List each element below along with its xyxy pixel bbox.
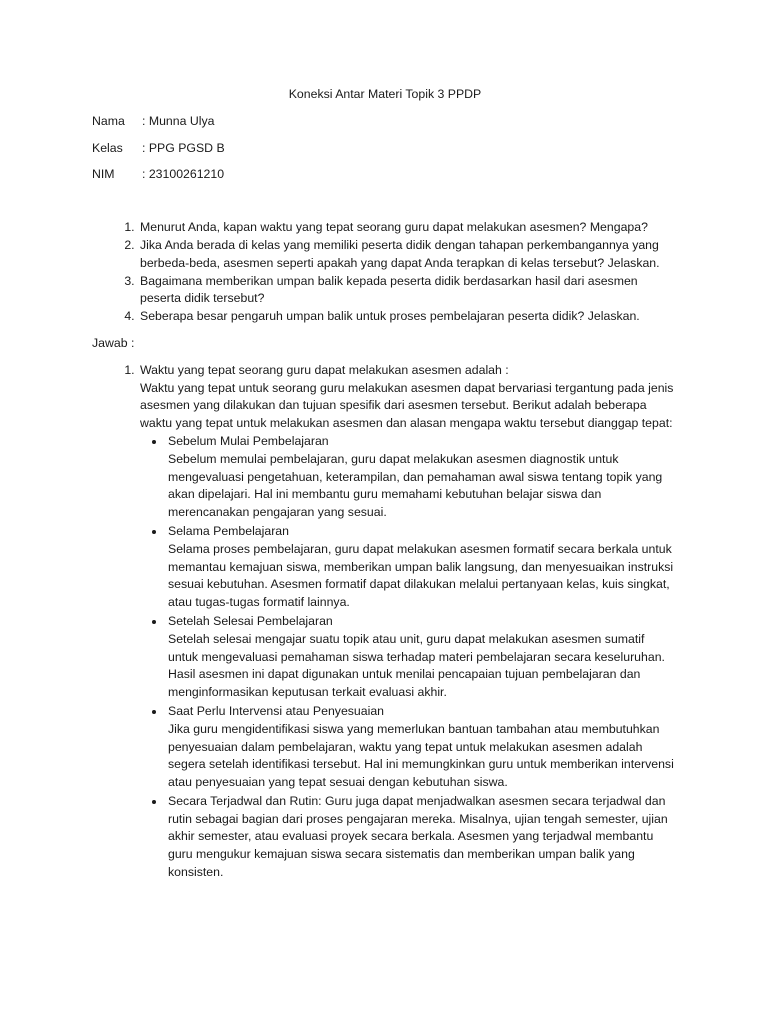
answer-item xyxy=(138,362,676,882)
meta-row-kelas xyxy=(92,140,676,158)
meta-row-nim xyxy=(92,166,676,184)
question-item: 3. Bagaimana memberikan umpan balik kepada peserta didik berdasarkan hasil dari asesmen peserta didik tersebut? xyxy=(138,273,676,309)
meta-label: Kelas xyxy=(92,140,123,155)
meta-value: : Munna Ulya xyxy=(142,113,215,128)
answer-label: Jawab : xyxy=(92,335,135,350)
answer-intro: Waktu yang tepat untuk seorang guru melakukan asesmen dapat bervariasi tergantung pada jenis asesmen yang dilakukan dan tujuan spesifik dari asesmen tersebut. Berikut adalah beberapa waktu yang tepat untuk melakukan asesmen dan alasan mengapa waktu tersebut dianggap tepat: xyxy=(140,380,674,431)
meta-row-nama xyxy=(92,113,676,131)
meta-value: : 23100261210 xyxy=(142,167,225,182)
bullet-title: • Sebelum Mulai Pembelajaran xyxy=(168,433,329,448)
spacer xyxy=(92,193,676,219)
bullet-text: Sebelum memulai pembelajaran, guru dapat melakukan asesmen diagnostik untuk mengevaluasi pengetahuan, keterampilan, dan pemahaman awal siswa tentang topik yang akan dipelajari. Hal ini membantu guru memahami kebutuhan belajar siswa dan merencanakan pengajaran yang sesuai. xyxy=(168,451,663,520)
bullet-text: Selama proses pembelajaran, guru dapat melakukan asesmen formatif secara berkala untuk memantau kemajuan siswa, memberikan umpan balik langsung, dan menyesuaikan instruksi sesuai kebutuhan. Asesmen formatif dapat dilakukan melalui pertanyaan kelas, kuis singkat, atau tugas-tugas formatif lainnya. xyxy=(168,541,674,610)
bullet-text: Jika guru mengidentifikasi siswa yang memerlukan bantuan tambahan atau membutuhkan penyesuaian dalam pembelajaran, waktu yang tepat untuk melakukan asesmen adalah segera setelah identifikasi tersebut. Hal ini memungkinkan guru untuk memberikan intervensi atau penyesuaian yang tepat sesuai dengan kebutuhan siswa. xyxy=(168,721,674,790)
question-list xyxy=(92,219,676,326)
bullet-item xyxy=(166,523,676,612)
answer-heading: 1. Waktu yang tepat seorang guru dapat melakukan asesmen adalah : xyxy=(140,362,509,377)
bullet-title: • Saat Perlu Intervensi atau Penyesuaian xyxy=(168,703,385,718)
bullet-text: • Secara Terjadwal dan Rutin: Guru juga dapat menjadwalkan asesmen secara terjadwal dan rutin sebagai bagian dari proses pengajaran mereka. Misalnya, ujian tengah semester, ujian akhir semester, atau evaluasi proyek secara berkala. Asesmen yang terjadwal membantu guru mengukur kemajuan siswa secara sistematis dan memberikan umpan balik yang konsisten. xyxy=(168,793,668,880)
answer-list xyxy=(92,362,676,882)
meta-value: : PPG PGSD B xyxy=(142,140,225,155)
bullet-text: Setelah selesai mengajar suatu topik atau unit, guru dapat melakukan asesmen sumatif untuk mengevaluasi pemahaman siswa terhadap materi pembelajaran secara keseluruhan. Hasil asesmen ini dapat digunakan untuk menilai pencapaian tujuan pembelajaran dan menginformasikan keputusan terkait evaluasi akhir. xyxy=(168,631,665,700)
bullet-item xyxy=(166,793,676,882)
question-item: 1. Menurut Anda, kapan waktu yang tepat seorang guru dapat melakukan asesmen? Mengapa? xyxy=(138,219,676,237)
answer-bullet-list xyxy=(140,433,676,882)
question-item: 4. Seberapa besar pengaruh umpan balik untuk proses pembelajaran peserta didik? Jelaskan. xyxy=(138,308,676,326)
bullet-item xyxy=(166,703,676,792)
bullet-title: • Selama Pembelajaran xyxy=(168,523,289,538)
meta-label: NIM xyxy=(92,167,115,182)
meta-label: Nama xyxy=(92,113,125,128)
bullet-item xyxy=(166,433,676,522)
page-title: Koneksi Antar Materi Topik 3 PPDP xyxy=(288,87,482,101)
question-item: 2. Jika Anda berada di kelas yang memiliki peserta didik dengan tahapan perkembangannya yang berbeda-beda, asesmen seperti apakah yang dapat Anda terapkan di kelas tersebut? Jelaskan. xyxy=(138,237,676,273)
bullet-title: • Setelah Selesai Pembelajaran xyxy=(168,613,333,628)
bullet-item xyxy=(166,613,676,702)
